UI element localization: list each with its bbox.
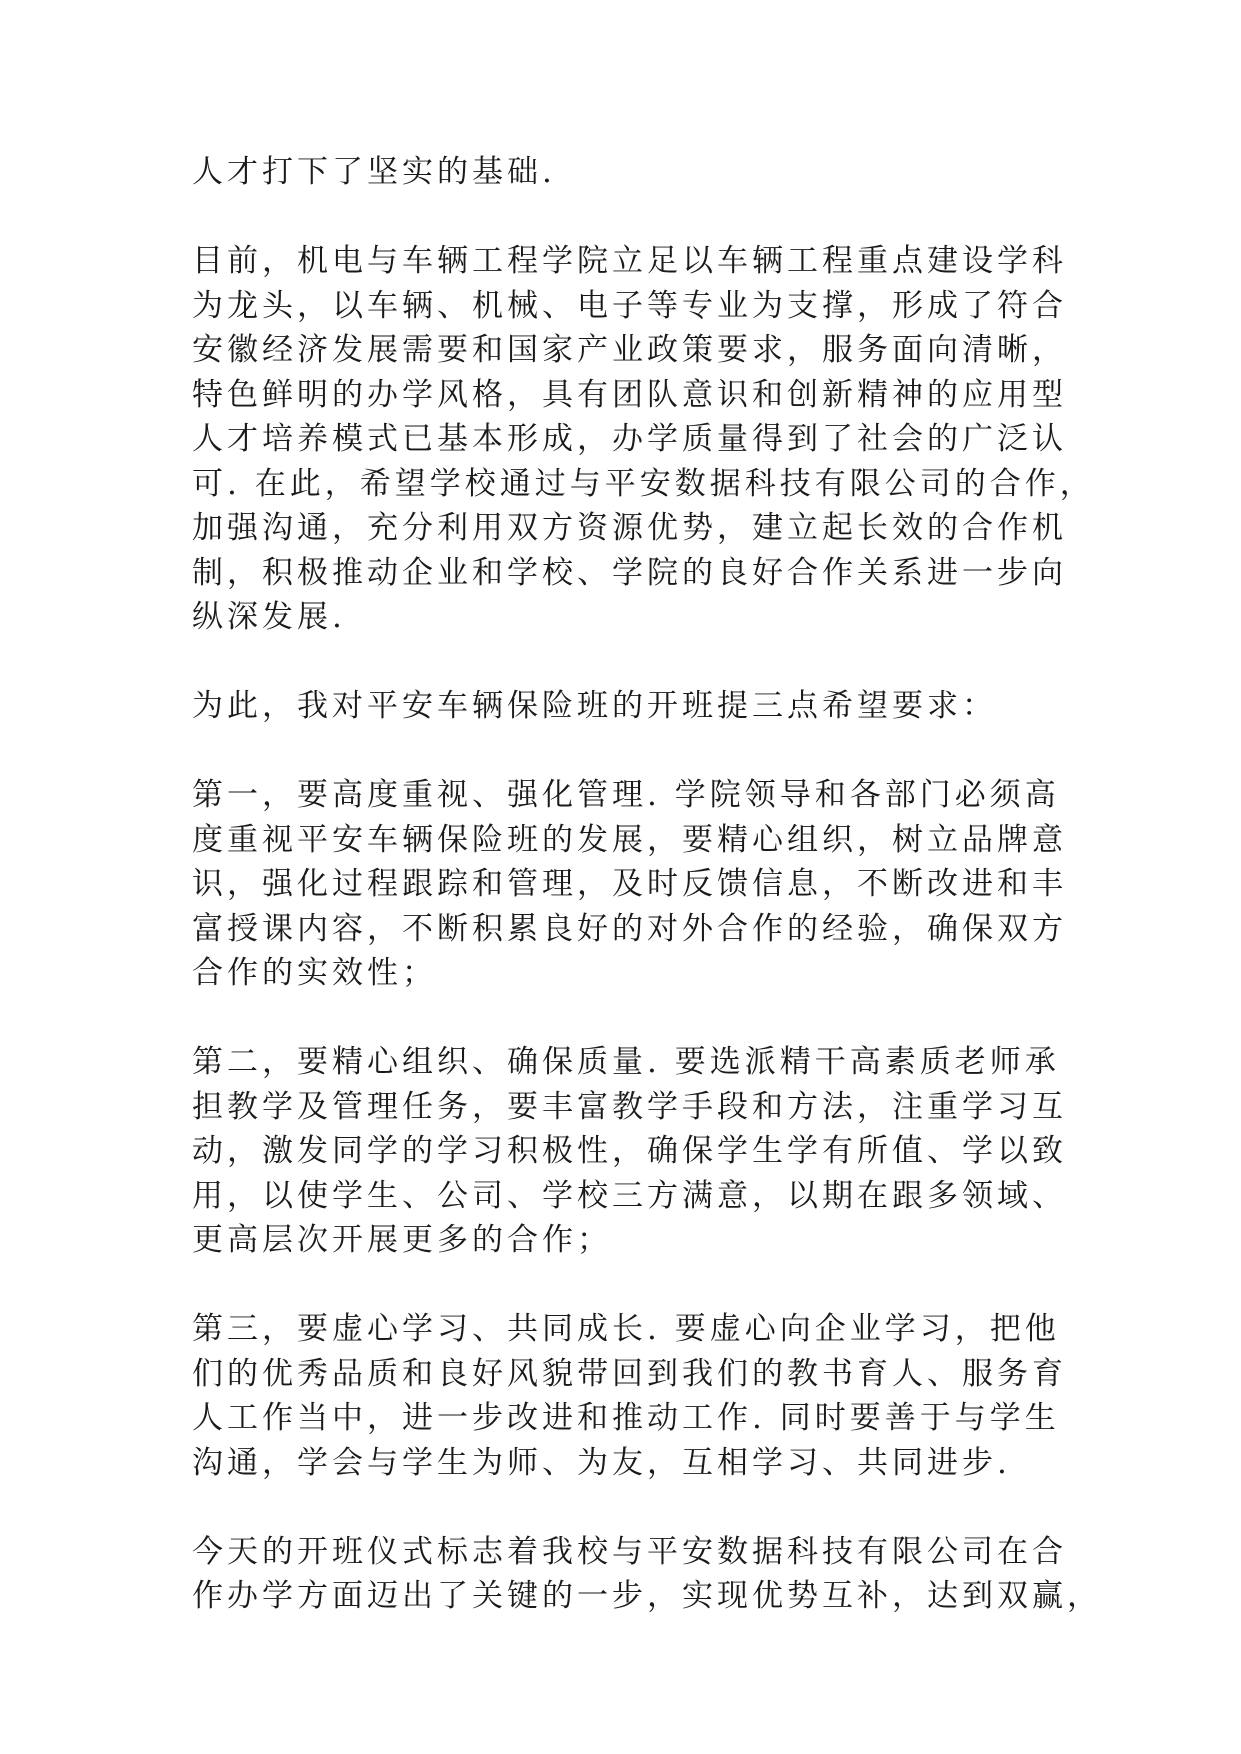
- text-line: 担教学及管理任务，要丰富教学手段和方法，注重学习互: [192, 1088, 1067, 1125]
- text-line: 作办学方面迈出了关键的一步，实现优势互补，达到双赢，: [192, 1578, 1102, 1614]
- text-line: 为龙头，以车辆、机械、电子等专业为支撑，形成了符合: [192, 287, 1067, 324]
- paragraph-requirement-three: [192, 1307, 1072, 1485]
- text-line: 们的优秀品质和良好风貌带回到我们的教书育人、服务育: [192, 1355, 1067, 1392]
- text-line: 动，激发同学的学习积极性，确保学生学有所值、学以致: [192, 1133, 1067, 1169]
- text-line: 制，积极推动企业和学校、学院的良好合作关系进一步向: [192, 554, 1067, 591]
- paragraph-foundation: [192, 150, 1072, 195]
- text-line: 富授课内容，不断积累良好的对外合作的经验，确保双方: [192, 910, 1067, 947]
- text-line: 人才培养模式已基本形成，办学质量得到了社会的广泛认: [192, 421, 1067, 457]
- paragraph-college-overview: [192, 239, 1095, 640]
- text-line: 为此，我对平安车辆保险班的开班提三点希望要求：: [192, 688, 997, 724]
- text-line: 特色鲜明的办学风格，具有团队意识和创新精神的应用型: [192, 376, 1067, 413]
- text-line: 可. 在此，希望学校通过与平安数据科技有限公司的合作，: [192, 465, 1095, 502]
- text-line: 合作的实效性；: [192, 955, 437, 991]
- text-line: 今天的开班仪式标志着我校与平安数据科技有限公司在合: [192, 1533, 1067, 1570]
- paragraph-requirement-two: [192, 1040, 1072, 1263]
- text-line: 目前，机电与车辆工程学院立足以车辆工程重点建设学科: [192, 243, 1067, 279]
- text-line: 第三，要虚心学习、共同成长. 要虚心向企业学习，把他: [192, 1311, 1060, 1347]
- text-line: 人工作当中，进一步改进和推动工作. 同时要善于与学生: [192, 1400, 1060, 1436]
- text-line: 识，强化过程跟踪和管理，及时反馈信息，不断改进和丰: [192, 866, 1067, 902]
- text-line: 加强沟通，充分利用双方资源优势，建立起长效的合作机: [192, 510, 1067, 546]
- text-line: 度重视平安车辆保险班的发展，要精心组织，树立品牌意: [192, 821, 1067, 858]
- text-line: 纵深发展.: [192, 599, 346, 635]
- paragraph-ceremony-significance: [192, 1530, 1102, 1619]
- text-line: 用，以使学生、公司、学校三方满意，以期在跟多领域、: [192, 1177, 1067, 1214]
- text-line: 第一，要高度重视、强化管理. 学院领导和各部门必须高: [192, 777, 1060, 813]
- document-body: [192, 150, 1102, 1663]
- text-line: 安徽经济发展需要和国家产业政策要求，服务面向清晰，: [192, 332, 1067, 368]
- text-line: 沟通，学会与学生为师、为友，互相学习、共同进步.: [192, 1444, 1011, 1481]
- text-line: 更高层次开展更多的合作；: [192, 1222, 612, 1258]
- text-line: 人才打下了坚实的基础.: [192, 154, 556, 190]
- paragraph-requirement-one: [192, 773, 1072, 996]
- text-line: 第二，要精心组织、确保质量. 要选派精干高素质老师承: [192, 1044, 1060, 1080]
- paragraph-three-requirements-intro: [192, 684, 1072, 729]
